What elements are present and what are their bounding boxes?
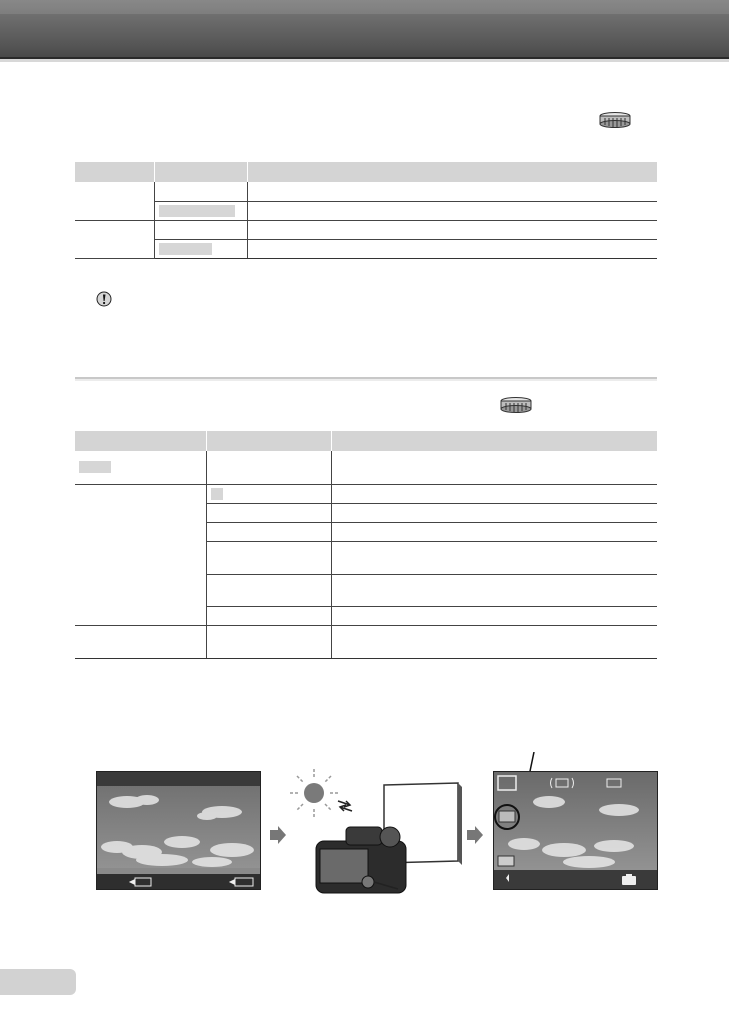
table-option-cell: [206, 522, 331, 541]
sky-scene: [97, 772, 260, 889]
table-option-cell: [206, 541, 331, 574]
table-header-cell: [75, 162, 154, 182]
table-description-cell: [247, 182, 657, 201]
table-option-cell: [154, 201, 247, 220]
table-row: [75, 220, 657, 239]
table-description-cell: [331, 625, 657, 658]
table-row: [75, 451, 657, 484]
table-header-cell: [154, 162, 247, 182]
default-value-highlight: [159, 205, 235, 217]
table-header-row: [75, 431, 657, 451]
camera-screen-before: [96, 771, 261, 890]
table-row: [75, 239, 657, 258]
table-header-cell: [331, 431, 657, 451]
right-arrow-icon: [467, 826, 483, 844]
section-divider: [75, 377, 657, 381]
default-value-highlight: [79, 461, 111, 473]
table-option-cell: [206, 625, 331, 658]
sky-scene: [494, 772, 657, 889]
table-option-cell: [206, 484, 331, 503]
table-group-label: [75, 451, 206, 484]
table-group-label: [75, 220, 154, 258]
table-description-cell: [247, 239, 657, 258]
camera-icon: [316, 827, 406, 893]
sun-icon: [290, 769, 338, 817]
caution-icon: [96, 291, 112, 307]
default-value-highlight: [159, 243, 212, 255]
control-dial-icon: [500, 397, 532, 413]
right-arrow-icon: [270, 826, 286, 844]
table-row: [75, 182, 657, 201]
table-option-cell: [154, 220, 247, 239]
control-dial-icon: [599, 112, 631, 128]
table-description-cell: [331, 503, 657, 522]
table-description-cell: [331, 451, 657, 484]
table-option-cell: [206, 606, 331, 625]
option-icon-placeholder: [211, 488, 223, 500]
table-header-cell: [75, 431, 206, 451]
table-group-label: [75, 182, 154, 220]
table-option-cell: [206, 451, 331, 484]
table-description-cell: [331, 484, 657, 503]
table-row: [75, 625, 657, 658]
table-row: [75, 484, 657, 503]
table-header-row: [75, 162, 657, 182]
table-description-cell: [331, 606, 657, 625]
chapter-header-bar: [0, 0, 729, 59]
table-row: [75, 201, 657, 220]
table-description-cell: [331, 574, 657, 606]
table-header-cell: [206, 431, 331, 451]
table-description-cell: [247, 220, 657, 239]
table-option-cell: [154, 239, 247, 258]
camera-screen-after: [493, 771, 658, 890]
settings-table-1: [75, 162, 657, 259]
table-group-label: [75, 484, 206, 625]
table-description-cell: [331, 522, 657, 541]
flash-icon: [498, 856, 514, 866]
table-description-cell: [247, 201, 657, 220]
table-group-label: [75, 625, 206, 658]
table-option-cell: [154, 182, 247, 201]
settings-table-2: [75, 431, 657, 659]
table-option-cell: [206, 574, 331, 606]
white-balance-illustration: [286, 765, 476, 895]
table-description-cell: [331, 541, 657, 574]
table-option-cell: [206, 503, 331, 522]
page-number-tab: [0, 969, 76, 995]
table-header-cell: [247, 162, 657, 182]
white-balance-icon: [499, 811, 515, 822]
